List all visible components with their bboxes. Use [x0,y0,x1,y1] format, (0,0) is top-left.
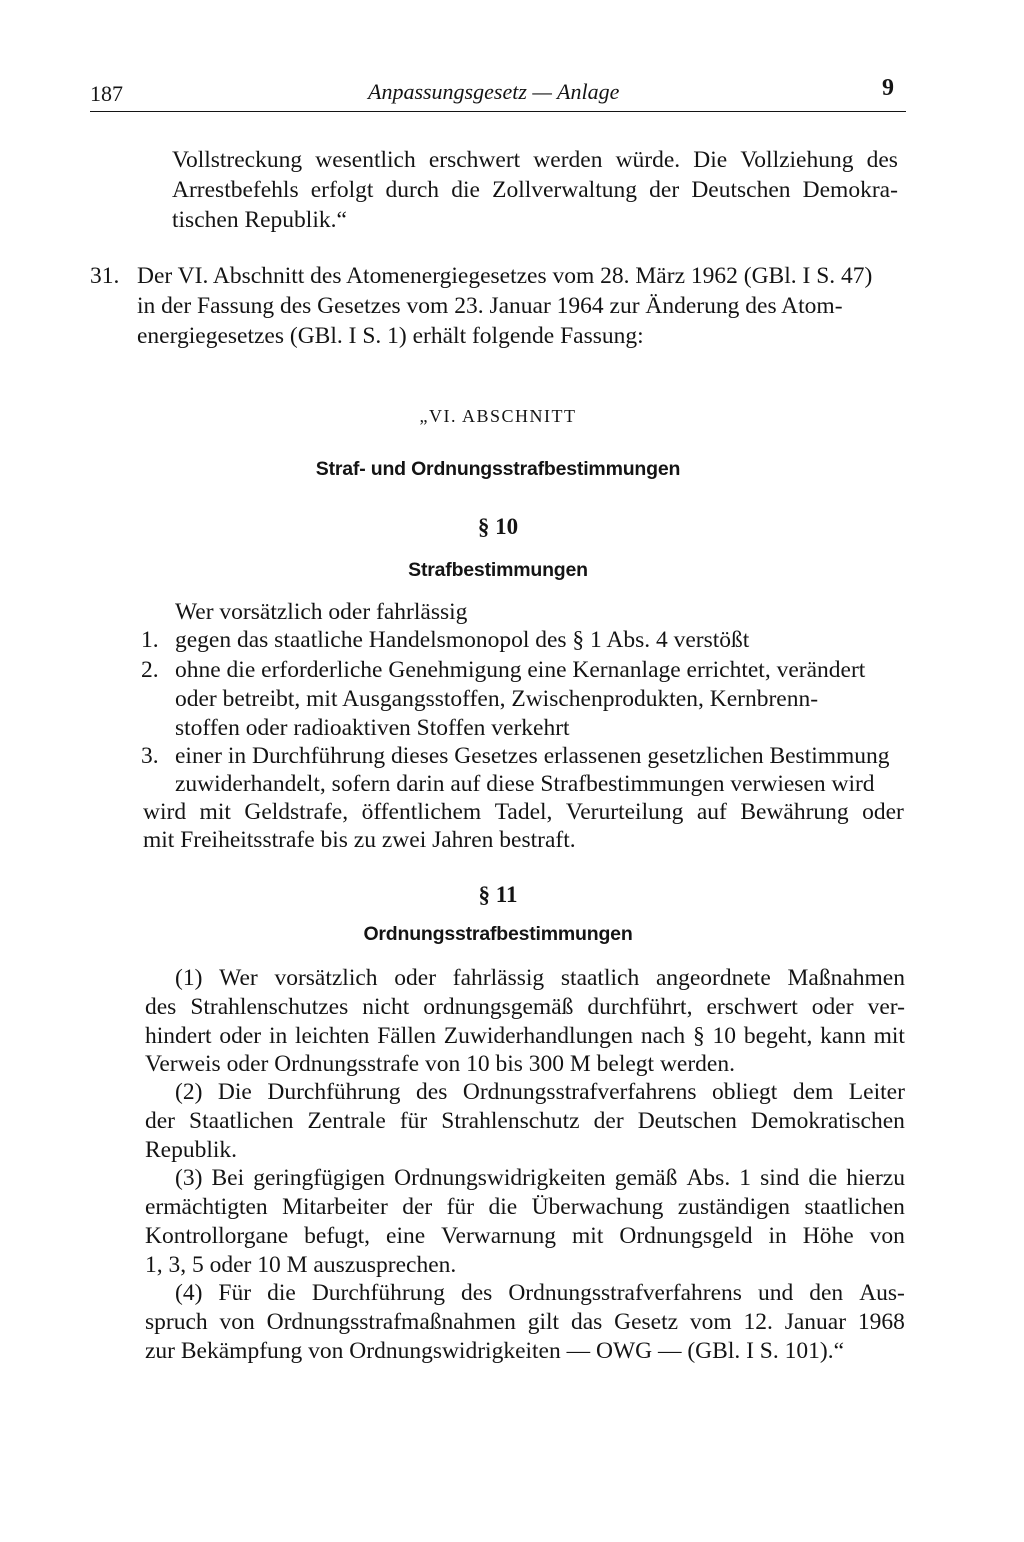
subsection-line: spruch von Ordnungsstrafmaßnahmen gilt das Gesetz vom 12. Januar 1968 [145,1309,905,1335]
subsection-line: Republik. [145,1137,238,1163]
subsection-line: (4) Für die Durchführung des Ordnungsstrafverfahrens und den Aus- [175,1280,905,1306]
list-number: 1. [141,627,159,653]
abschnitt-heading: „VI. ABSCHNITT [419,406,577,426]
subsection-line: (2) Die Durchführung des Ordnungsstrafverfahrens obliegt dem Leiter [175,1079,905,1105]
para10-conclusion-line: mit Freiheitsstrafe bis zu zwei Jahren bestraft. [143,827,576,853]
subsection-line: hindert oder in leichten Fällen Zuwiderhandlungen nach § 10 begeht, kann mit [145,1023,905,1049]
page-number: 187 [90,81,123,106]
paragraph-sign: § 10 [477,514,519,539]
list-number: 2. [141,657,159,683]
continuation-line: Arrestbefehls erfolgt durch die Zollverwaltung der Deutschen Demokra- [172,177,898,203]
subsection-line: (1) Wer vorsätzlich oder fahrlässig staatlich angeordnete Maßnahmen [175,965,905,991]
list-item-line: ohne die erforderliche Genehmigung eine Kernanlage errichtet, verändert [175,657,866,683]
list-item-line: zuwiderhandelt, sofern darin auf diese Strafbestimmungen verwiesen wird [175,771,875,797]
paragraph-title: Ordnungsstrafbestimmungen [363,923,633,945]
header-rule [90,111,906,112]
subsection-line: der Staatlichen Zentrale für Strahlenschutz der Deutschen Demokratischen [145,1108,905,1134]
subsection-line: 1, 3, 5 oder 10 M auszusprechen. [145,1252,457,1278]
item31-line: Der VI. Abschnitt des Atomenergiegesetzes vom 28. März 1962 (GBl. I S. 47) [137,263,873,289]
list-number: 3. [141,743,159,769]
subsection-line: Verweis oder Ordnungsstrafe von 10 bis 300 M belegt werden. [145,1051,735,1077]
para10-intro: Wer vorsätzlich oder fahrlässig [175,599,468,625]
para10-conclusion-line: wird mit Geldstrafe, öffentlichem Tadel, Verurteilung auf Bewährung oder [143,799,904,825]
subsection-line: Kontrollorgane befugt, eine Verwarnung mit Ordnungsgeld in Höhe von [145,1223,905,1249]
item31-line: energiegesetzes (GBl. I S. 1) erhält folgende Fassung: [137,323,644,349]
running-title: Anpassungsgesetz — Anlage [368,79,620,104]
paragraph-title: Strafbestimmungen [408,559,588,581]
section-number: 9 [882,75,894,101]
subsection-line: (3) Bei geringfügigen Ordnungswidrigkeiten gemäß Abs. 1 sind die hierzu [175,1165,905,1191]
abschnitt-title: Straf- und Ordnungsstrafbestimmungen [315,458,681,480]
subsection-line: ermächtigten Mitarbeiter der für die Überwachung zuständigen staatlichen [145,1194,905,1220]
list-item-line: gegen das staatliche Handelsmonopol des § 1 Abs. 4 verstößt [175,627,750,653]
item31-line: in der Fassung des Gesetzes vom 23. Januar 1964 zur Änderung des Atom- [137,293,843,319]
list-item-line: einer in Durchführung dieses Gesetzes erlassenen gesetzlichen Bestimmung [175,743,890,769]
list-item-line: stoffen oder radioaktiven Stoffen verkehrt [175,715,570,741]
continuation-line: tischen Republik.“ [172,207,347,233]
paragraph-sign: § 11 [478,882,518,907]
subsection-line: zur Bekämpfung von Ordnungswidrigkeiten — OWG — (GBl. I S. 101).“ [145,1338,845,1364]
list-item-line: oder betreibt, mit Ausgangsstoffen, Zwischenprodukten, Kernbrenn- [175,686,819,712]
continuation-line: Vollstreckung wesentlich erschwert werden würde. Die Vollziehung des [172,147,898,173]
item-number: 31. [90,263,120,289]
subsection-line: des Strahlenschutzes nicht ordnungsgemäß durchführt, erschwert oder ver- [145,994,905,1020]
